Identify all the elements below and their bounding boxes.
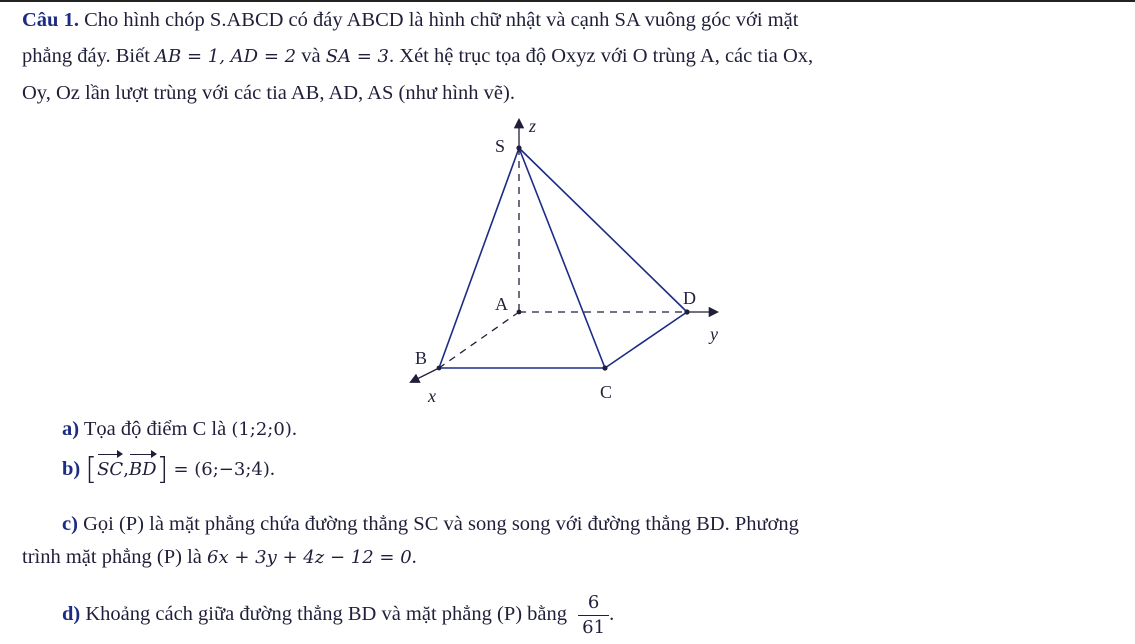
statement-c-line-2 [22,542,417,573]
statement-b [62,454,275,485]
label-d: D [683,288,696,308]
statement-a-text: Tọa độ điểm C là [83,418,227,440]
edge-cd [605,312,687,368]
label-y: y [710,324,718,344]
statement-c-equation: 6x + 3y + 4z − 12 = 0 [207,547,412,568]
statement-c-label: c) [62,513,78,535]
statement-a-label: a) [62,418,80,440]
point-d [684,309,689,314]
point-a [517,310,522,315]
statement-b-label: b) [62,458,81,480]
vector-sc: SC [97,455,123,485]
point-b [437,366,442,371]
edge-sc [519,148,605,368]
fraction-numerator: 6 [578,591,609,616]
statement-d-label: d) [62,603,81,625]
statement-a-math: (1;2;0) [231,419,292,440]
math-sa: SA = 3 [325,46,390,67]
label-z: z [529,116,537,136]
statement-c [62,507,1122,541]
vector-bd: BD [129,455,157,485]
x-axis [411,368,439,382]
distance-fraction [578,591,609,640]
problem-line-1 [22,2,1122,38]
vector-comma: , [123,459,129,480]
statement-c-text-1: Gọi (P) là mặt phẳng chứa đường thẳng SC và song song với đường thẳng BD. Phương [83,513,799,535]
statement-a-end: . [291,418,297,440]
problem-line-2-a: phẳng đáy. Biết [22,45,150,67]
point-s [516,145,521,150]
statement-c-text-2: trình mặt phẳng (P) là [22,546,202,568]
label-s: S [495,136,506,156]
statement-d [62,588,614,640]
statement-b-rhs: = (6;−3;4) [173,459,270,480]
math-ab-ad: AB = 1, AD = 2 [155,46,297,67]
edge-sb [439,148,519,368]
problem-line-2 [22,38,1122,75]
statement-d-text: Khoảng cách giữa đường thẳng BD và mặt phẳng (P) bằng [85,603,568,625]
statement-a [62,414,297,445]
statement-d-end: . [609,603,615,625]
problem-statement [22,2,1122,111]
fraction-denominator: 61 [582,616,606,638]
problem-label: Câu 1. [22,9,79,31]
problem-and: và [301,45,321,67]
problem-line-3-text: Oy, Oz lần lượt trùng với các tia AB, AD, AS (như hình vẽ). [22,82,515,104]
label-b: B [415,348,428,368]
point-c [602,365,607,370]
statement-b-end: . [269,458,275,480]
edge-sd [519,148,687,312]
pyramid-figure [395,112,735,402]
problem-line-2-b: . Xét hệ trục tọa độ Oxyz với O trùng A, các tia Ox, [389,45,814,67]
edge-ab-hidden [439,312,519,368]
label-x: x [428,386,436,402]
statement-c-line-1 [62,507,1122,541]
label-c: C [600,382,613,402]
bracket-close: ] [156,452,169,487]
problem-line-3 [22,75,1122,111]
label-a: A [495,294,508,314]
bracket-open: [ [85,452,98,487]
problem-line-1-text: Cho hình chóp S.ABCD có đáy ABCD là hình chữ nhật và cạnh SA vuông góc với mặt [84,9,799,31]
statement-c-end: . [411,546,417,568]
